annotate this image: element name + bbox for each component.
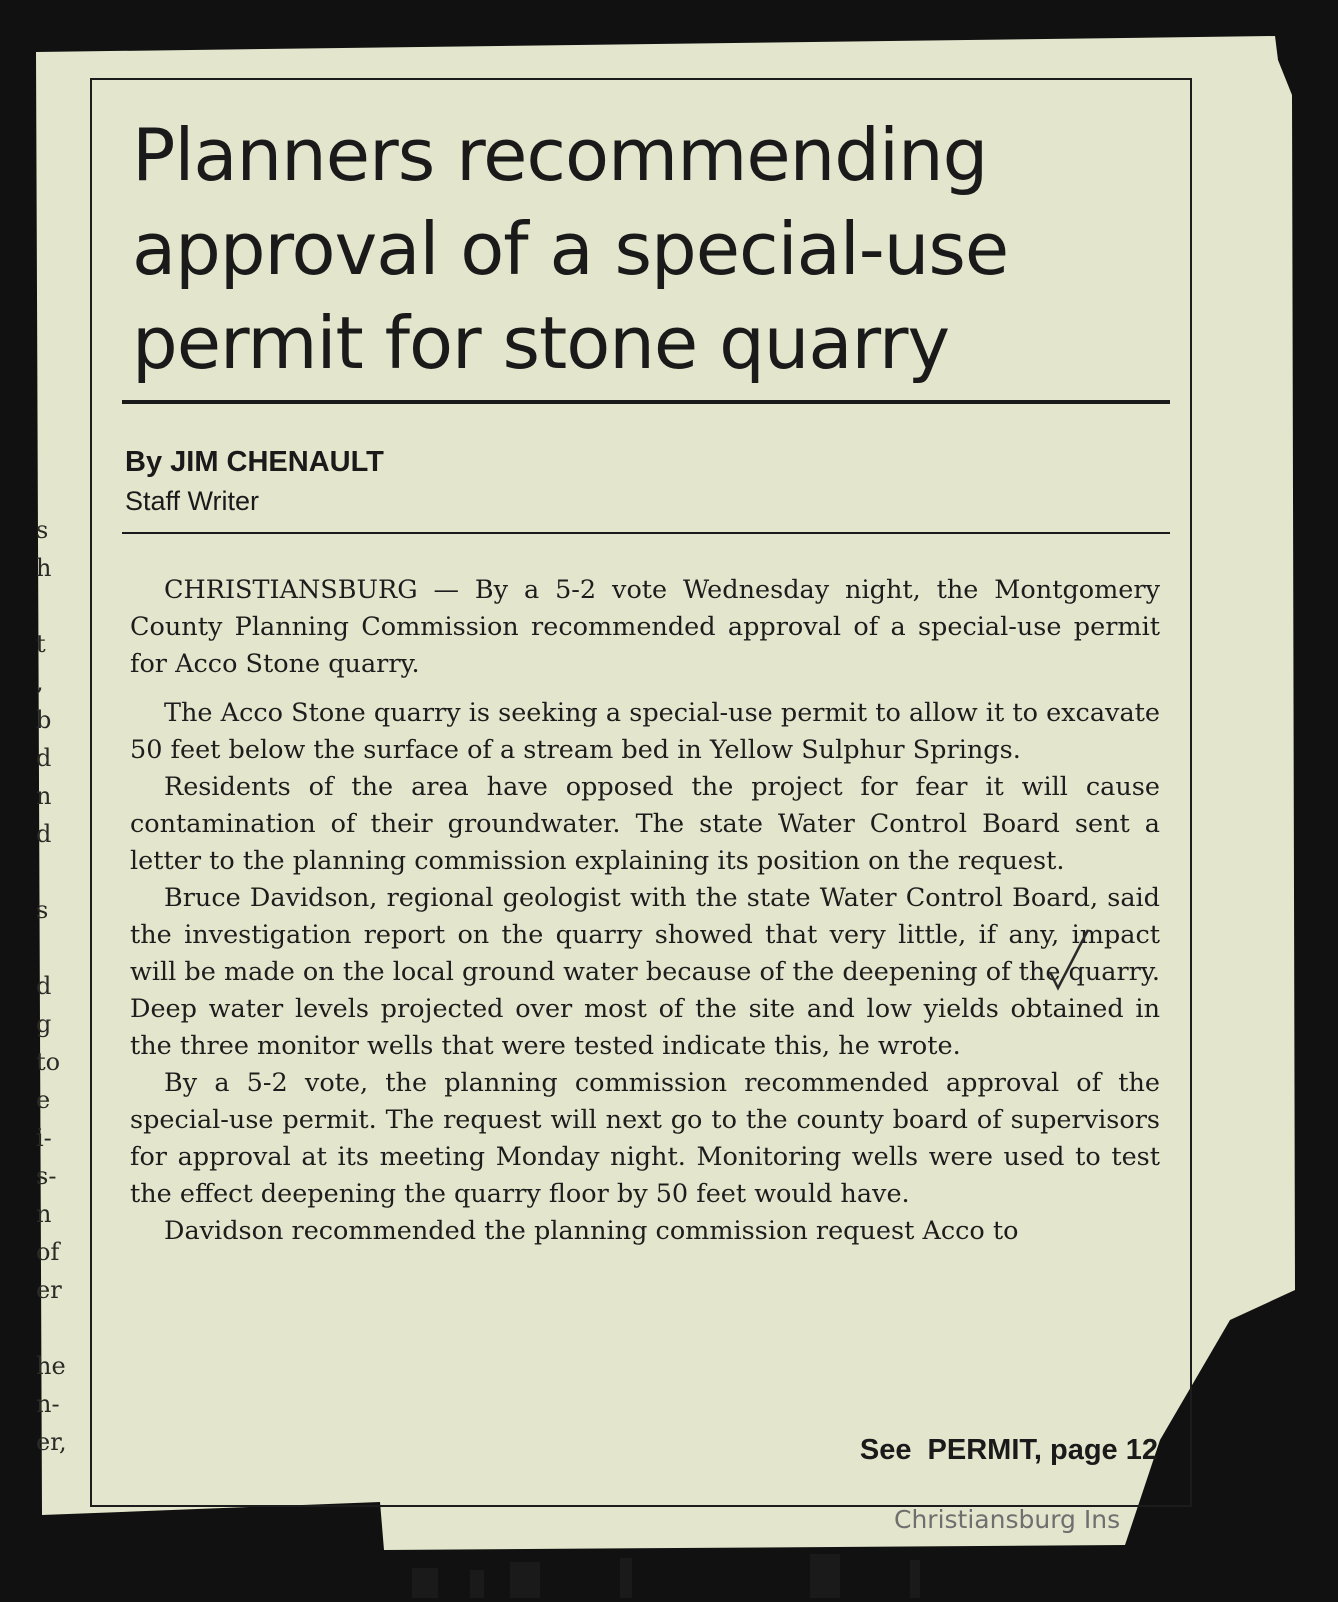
fragment: i- xyxy=(36,1124,52,1152)
fragment: s- xyxy=(36,1162,57,1190)
fragment: d xyxy=(36,820,52,848)
fragment: s xyxy=(36,896,49,924)
fragment: d xyxy=(36,972,52,1000)
paragraph: The Acco Stone quarry is seeking a special-use permit to allow it to excavate 50 feet below the surface of a stream bed in Yellow Sulphur Springs. xyxy=(130,698,1160,765)
paragraph: CHRISTIANSBURG — By a 5-2 vote Wednesday night, the Montgomery County Planning Commission recommended approval of a special-use permit for Acco Stone quarry. xyxy=(130,575,1160,679)
adjacent-column-fragments xyxy=(36,440,72,1466)
jump-line xyxy=(860,1434,1158,1467)
fragment xyxy=(36,934,72,972)
fragment xyxy=(36,858,72,896)
fragment: t xyxy=(36,630,46,658)
byline-rule xyxy=(122,532,1170,534)
fragment: he xyxy=(36,1352,66,1380)
fragment xyxy=(36,478,72,516)
headline-rule xyxy=(122,400,1170,404)
fragment: n- xyxy=(36,1390,60,1418)
fragment: g xyxy=(36,1010,52,1038)
headline: Planners recommending approval of a special-use permit for stone quarry xyxy=(132,113,1009,385)
fragment: n xyxy=(36,782,52,810)
fragment: n xyxy=(36,1200,52,1228)
jump-label: See xyxy=(859,1434,912,1466)
fragment: , xyxy=(36,668,44,696)
fragment: h xyxy=(36,554,52,582)
torn-edge-marks xyxy=(390,1548,950,1598)
jump-target: PERMIT, page 12 xyxy=(927,1434,1158,1466)
fragment: b xyxy=(36,706,52,734)
watermark: Christiansburg Ins xyxy=(894,1505,1121,1534)
fragment: of xyxy=(36,1238,60,1266)
fragment: e xyxy=(36,1086,51,1114)
byline: By JIM CHENAULT xyxy=(125,446,384,478)
fragment xyxy=(36,592,72,630)
fragment: s xyxy=(36,516,49,544)
paragraph: By a 5-2 vote, the planning commission recommended approval of the special-use permit. The request will next go to the county board of supervisors for approval at its meeting Monday night. Monitoring wells were used to test the effect deepening the quarry floor by 50 feet would have. xyxy=(130,1068,1160,1209)
fragment: d xyxy=(36,744,52,772)
paragraph: Residents of the area have opposed the project for fear it will cause contamination of their groundwater. The state Water Control Board sent a letter to the planning commission explaining its position on the request. xyxy=(130,772,1160,876)
paragraph: Davidson recommended the planning commission request Acco to xyxy=(164,1216,1019,1246)
paragraph: Bruce Davidson, regional geologist with the state Water Control Board, said the investigation report on the quarry showed that very little, if any, impact will be made on the local ground water because of the deepening of the quarry. Deep water levels projected over most of the site and low yields obtained in the three monitor wells that were tested indicate this, he wrote. xyxy=(130,883,1160,1061)
fragment: er, xyxy=(36,1428,67,1456)
article-body xyxy=(130,572,1160,1250)
byline-role: Staff Writer xyxy=(125,486,260,516)
fragment xyxy=(36,1314,72,1352)
fragment xyxy=(36,440,72,478)
pen-mark-icon xyxy=(1048,928,1092,998)
fragment: to xyxy=(36,1048,61,1076)
fragment: er xyxy=(36,1276,62,1304)
